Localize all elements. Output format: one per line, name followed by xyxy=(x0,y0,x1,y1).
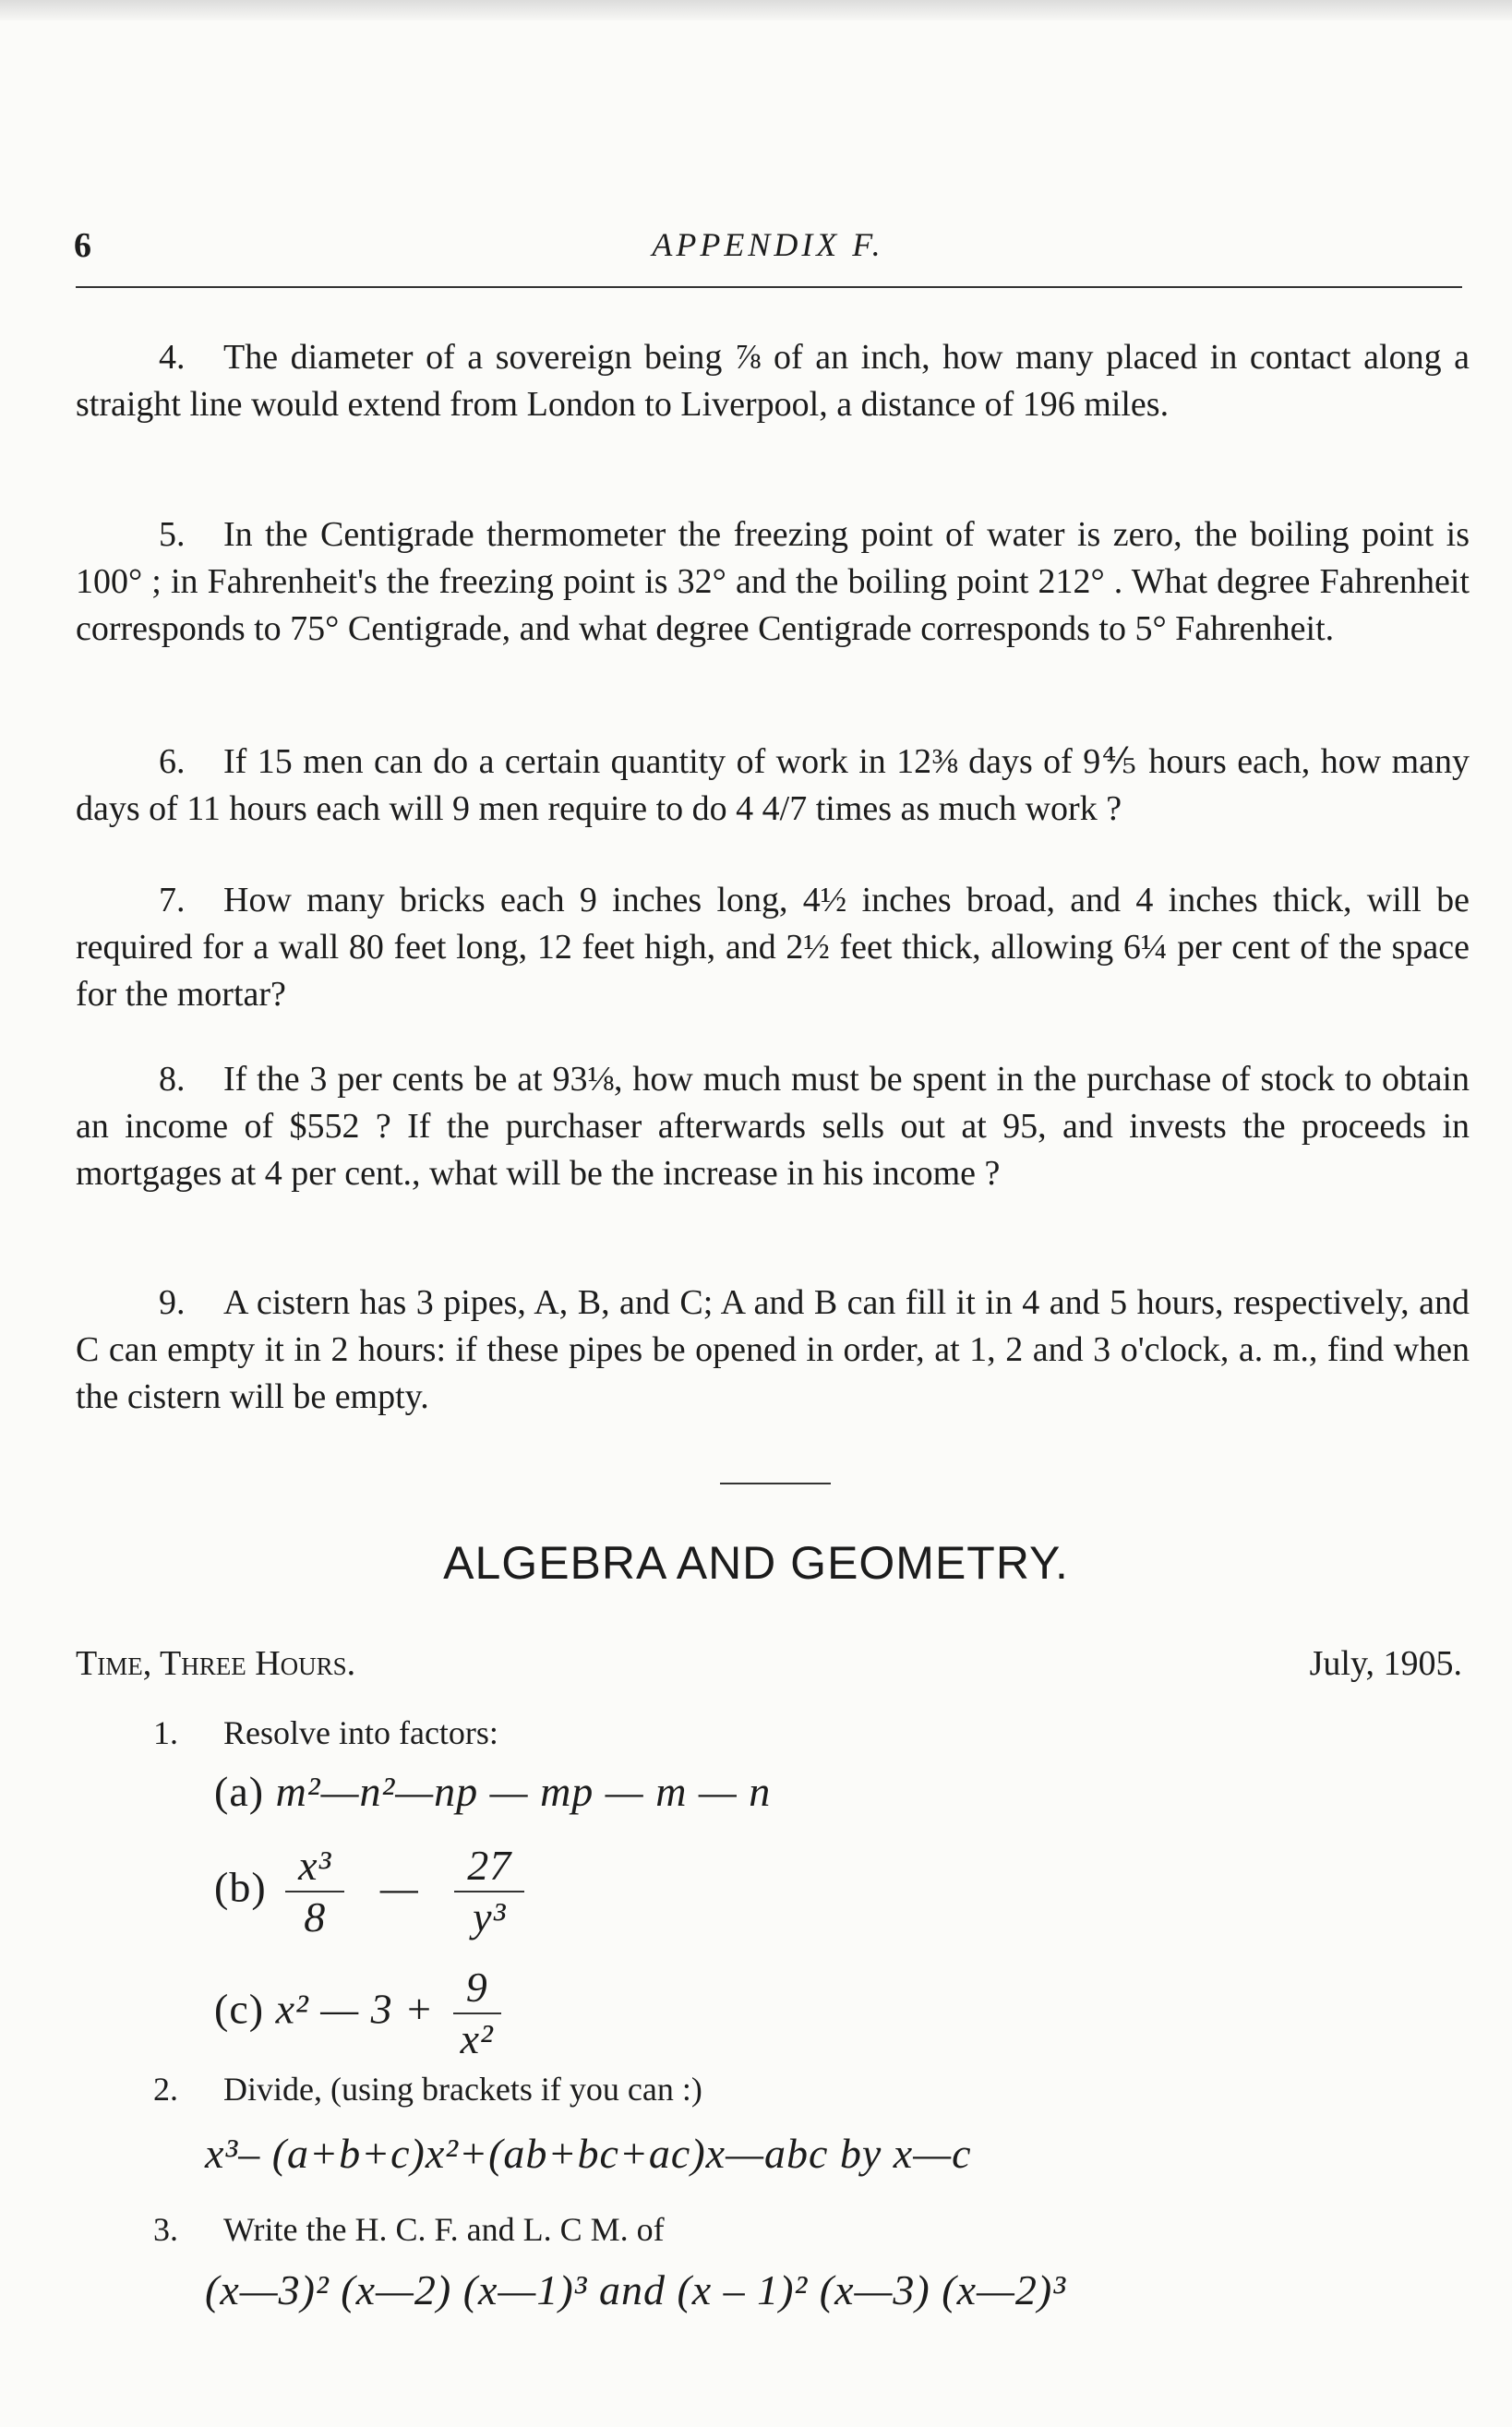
expression-b xyxy=(214,1841,532,1942)
fraction xyxy=(453,1963,501,2064)
question-number: 1. xyxy=(153,1714,178,1751)
problem-number: 4. xyxy=(159,338,186,377)
problem-text: If the 3 per cents be at 93⅛, how much must be spent in the purchase of stock to obtain an income of $552 ? If the purchaser afterwards sells out at 95, and invests the proceeds in mortgages at 4 per cent., what will be the increase in his income ? xyxy=(76,1060,1470,1193)
numerator: 9 xyxy=(453,1963,501,2014)
problem-number: 7. xyxy=(159,881,186,919)
problem-5 xyxy=(76,511,1470,653)
denominator: 8 xyxy=(304,1893,327,1940)
part-label: (b) xyxy=(214,1863,267,1911)
problem-number: 9. xyxy=(159,1283,186,1322)
problem-text: A cistern has 3 pipes, A, B, and C; A and B can fill it in 4 and 5 hours, respectively, and C can empty it in 2 hours: if these pipes be opened in order, at 1, 2 and 3 o'clock, a. m., find when the cistern will be empty. xyxy=(76,1283,1470,1416)
numerator: x³ xyxy=(285,1841,344,1892)
problem-9 xyxy=(76,1280,1470,1421)
question-text: Divide, (using brackets if you can :) xyxy=(223,2071,702,2108)
fraction-2 xyxy=(454,1841,524,1942)
expression-a xyxy=(214,1767,771,1816)
expression: m²—n²—np — mp — m — n xyxy=(275,1768,772,1815)
section-title: ALGEBRA AND GEOMETRY. xyxy=(443,1537,1069,1589)
problem-6 xyxy=(76,739,1470,833)
time-label: Time, Three Hours. xyxy=(76,1644,356,1683)
fraction-1 xyxy=(285,1841,344,1942)
problem-number: 5. xyxy=(159,515,186,554)
date-label: July, 1905. xyxy=(1309,1644,1462,1683)
minus-sign: — xyxy=(379,1863,419,1911)
problem-text: The diameter of a sovereign being ⅞ of an inch, how many placed in contact along a straight line would extend from London to Liverpool, a distance of 196 miles. xyxy=(76,338,1470,424)
page-number: 6 xyxy=(74,226,91,265)
section-divider xyxy=(720,1483,831,1484)
problem-7 xyxy=(76,877,1470,1018)
running-head: APPENDIX F. xyxy=(652,226,884,263)
question-number: 2. xyxy=(153,2071,178,2108)
scan-edge xyxy=(0,0,1512,20)
denominator: x² xyxy=(460,2015,494,2062)
denominator: y³ xyxy=(473,1893,507,1940)
problem-4 xyxy=(76,334,1470,428)
part-label: (a) xyxy=(214,1768,265,1815)
question-text: Resolve into factors: xyxy=(223,1714,498,1751)
question-text: Write the H. C. F. and L. C M. of xyxy=(223,2211,665,2248)
expression: x² — 3 + xyxy=(275,1985,435,2033)
page-header xyxy=(74,216,1462,275)
problem-number: 8. xyxy=(159,1060,186,1099)
header-rule xyxy=(76,286,1462,288)
problem-number: 6. xyxy=(159,742,186,781)
expression-c xyxy=(214,1963,509,2064)
division-expression: x³– (a+b+c)x²+(ab+bc+ac)x—abc by x—c xyxy=(205,2130,972,2177)
part-label: (c) xyxy=(214,1985,265,2033)
problem-8 xyxy=(76,1056,1470,1197)
numerator: 27 xyxy=(454,1841,524,1892)
problem-text: If 15 men can do a certain quantity of work in 12⅜ days of 9⅘ hours each, how many days of 11 hours each will 9 men require to do 4 4/7 times as much work ? xyxy=(76,742,1470,828)
question-number: 3. xyxy=(153,2211,178,2248)
problem-text: How many bricks each 9 inches long, 4½ inches broad, and 4 inches thick, will be required for a wall 80 feet long, 12 feet high, and 2½ feet thick, allowing 6¼ per cent of the space for the mortar? xyxy=(76,881,1470,1014)
problem-text: In the Centigrade thermometer the freezing point of water is zero, the boiling point is 100° ; in Fahrenheit's the freezing point is 32° and the boiling point 212° . What degree Fahrenheit corresponds to 75° Centigrade, and what degree Centigrade corresponds to 5° Fahrenheit. xyxy=(76,515,1470,648)
hcf-lcm-expression: (x—3)² (x—2) (x—1)³ and (x – 1)² (x—3) (x—2)³ xyxy=(205,2266,1066,2313)
